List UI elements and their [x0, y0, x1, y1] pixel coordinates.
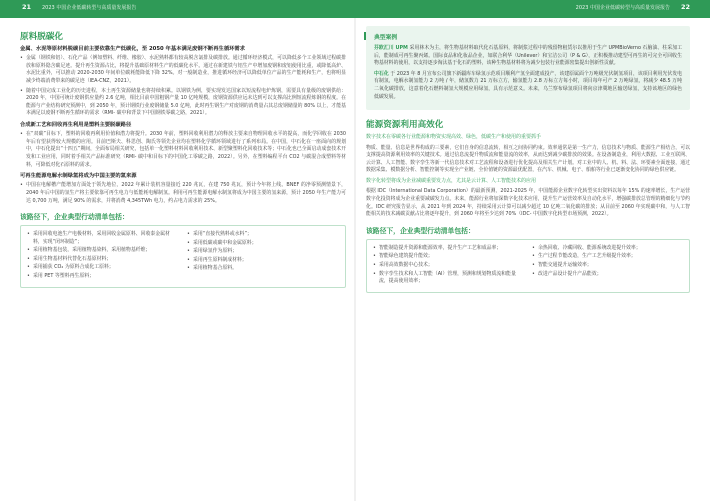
green-subheading-1: 数字技术在零碳各行业能源和物资实现高效、绿色，低碳生产和使用的重要抓手: [366, 134, 542, 141]
case-study-box: [366, 26, 690, 110]
action-list-right: [366, 225, 690, 293]
case-text-sinopec: 于 2023 年 8 月宣布公司旗下新疆库车绿氢示范项目顺利产氢全面建成投产，该建原属面个万吨级光伏制氢项目，该项目利用光伏发电有制氢，电解水制氢能力 2 万吨 / 年，储氢数力 21 万标立方，输氢能力 2.8 万标立方每小时，项目每年可产 2 万吨绿氢，将减少 48.5 万吨二氧化碳排放，这意着化石燃料制氢大规模应用绿氢，具有示范意义。未来，乌兰察布绿氢项目将向京津冀地区输送绿氢，支持该地区的绿色低碳发展。: [374, 70, 682, 100]
case-study-title: 典型案例: [374, 35, 398, 41]
bullet-item: • 在“双碳”目标下，塑料的回收再利用价值和潜力将提升。2030 年前，塑料回收利用潜力的释放主要来自物理回收水平的提高，而化学回收在 2030 年后有望获得较大规模的应用。目前巴斯夫、科思创、陶氏等领先企业均在塑料化学循环领域进行了系列布局。在中国，中石化在一座面向的规划中，中石化提出“十四五”期间，全面布局相关研究，包括单一化塑料材料回收利用技术、新型聚塑料化回收技术等；中石化也已全面启动成套技术开发和工业应用，同时着手相关产品标准研究（RMI- 碳中和目标下的中国化工零碳之路，2022）。另外，在塑料编程平台 CO2 与碳混合成塑料等材料，可降低对化石原料的需求。: [20, 131, 346, 169]
action-item: • 采用 PET 等塑料再生原料；: [27, 273, 179, 281]
action-col-2: [187, 231, 339, 282]
action-col-2: [532, 245, 683, 287]
page-spine: [354, 18, 356, 501]
action-item: • 采用高效数据中心技术；: [373, 262, 524, 270]
left-page: [20, 26, 346, 288]
green-subheading-2: 数字化转型将成为企业减碳重要发力点，尤其是云计算、人工智能技术的应用: [366, 177, 537, 184]
case-lead-sinopec: 中石化: [374, 70, 389, 77]
hydrogen-bullets: [20, 182, 346, 205]
action-item: • 智能绿色建筑提升能效；: [373, 253, 524, 261]
action-col-1: [373, 245, 524, 287]
action-list-title: 该路径下，企业典型行动清单包括：: [20, 213, 129, 222]
action-item: • 余热回收、冷藏回收、能源系统改进提升效率；: [532, 245, 683, 253]
page-number-left: 21: [22, 3, 32, 11]
top-bar: [0, 0, 710, 18]
action-list-title: 该路径下，企业典型行动清单包括：: [366, 226, 475, 235]
subheading-metals: 金属、水泥等原材料脱碳目前主要依靠生产低碳化，至 2050 年基本满足废钢不断再生循环需求: [20, 46, 246, 52]
bullet-item: • 随着中国完成工业化的历史进程，本土再生资源储量也将持续积累。以钢铁为例，要实现发达国家以短流程电炉炼钢，需要具有量级的废钢供给：2020 年，中国可统计废钢供应量约 2.6 亿吨，相比目前中国粗钢产量 10 亿吨规模，废钢资源供应远未达到可以支撑高比例短流程炼钢的程度。在能源与产业结构研究预测中，到 2050 年，预计钢铁行业废钢储量 5.0 亿吨，此时再生钢生产对废钢的消费量占其总废钢储量的 80% 以上，才能基本满足以废钢不断再生循环的需求（RMI- 碳中和背景下中国钢铁零碳之路，2021）。: [20, 88, 346, 118]
right-page: [366, 26, 690, 293]
page-number-right: 22: [680, 3, 690, 11]
action-item: • 采用回收电池生产电极材料，采用回收金属原料、回收泰金属材料，实现“闭环制造”；: [27, 231, 179, 246]
section-title-efficiency: 能源资源利用高效化: [366, 120, 444, 131]
action-item: • 采用绿氢作为原料；: [187, 248, 339, 256]
metals-bullets: [20, 55, 346, 118]
action-list-box: [366, 239, 690, 293]
action-item: • 智能制造提升资源和能源效率，提升生产工艺和成品率；: [373, 245, 524, 253]
action-item: • 数字孪生技术和人工智能（AI）管理，预测和规划物质流和能量流，提高使用效率；: [373, 271, 524, 286]
action-item: • 采用“直接代熟料或水料”；: [187, 231, 339, 239]
case-text-upm: 采用林木为主，将生物基材料取代化石基原料，将制浆过程中的残留物租赁尔以推用于生产 UPMBioVerno 石脑油、柱采加工后，能制成可再生聚丙烯。国际食品和化妆品企业，如联合利华（Unilever）和宝洁公司（P & G），正积极推动建型可再生的可完全可回收生物基材料的使用，以支持逐步淘汰基于化石的塑料，该种生物基材料将为减少包装行业能源密集提出创新性贡献。: [374, 45, 682, 67]
running-title-left: 2023 中国企业低碳转型与高质量发展报告: [42, 5, 137, 11]
case-lead-upm: 芬欧汇川 UPM: [374, 45, 408, 51]
action-item: • 生产过程节能改造，生产工艺升级提升效率；: [532, 253, 683, 261]
subheading-hydrogen: 可再生能源电解水制绿氢将成为中国主要的氢来源: [20, 173, 137, 180]
action-item: • 采用低碳或碳中和金属原料；: [187, 240, 339, 248]
bullet-item: • 中国在电解槽产能增加方面处于领先地位，2022 年累计装机容量接近 220 兆瓦，在建 750 兆瓦，预计今年将上线。BNEF 的净零预测情景下，2040 年后中国的氢生产将主要依靠可再生电力与低能耗电解制氢。利用可再生能源电解水制氢将成为中国主要的氢来源，预计 2050 年生产能力可达 0,700 万吨，满足 90% 的需求，并将消费 4,345TWh 电力，约占电力需求的 25%。: [20, 182, 346, 205]
action-item: • 采用再生原料制成材料；: [187, 257, 339, 265]
action-item: • 采用捕获 CO₂ 为原料合成化工原料；: [27, 264, 179, 272]
action-item: • 智能交通提升运输效率；: [532, 262, 683, 270]
case-accent-bar: [364, 32, 366, 40]
case-paragraph-sinopec: [374, 71, 682, 101]
action-list-box: [20, 225, 346, 288]
section-title-feedstock: 原料脱碳化: [20, 32, 63, 42]
paragraph-efficiency: 物质、能量、信息是世界构成的三要素，它们自身的信息流转，相互之间协同约束。效率通常是第一生产力，信息技术与物质、能源生产相结合，可以支撑提高资源利用效率的关键技术。通过信息流提升物质流和能量流的效率，从而达到减少碳排放的效果。在设备制造业，利用大数据、工业互联网、云计算、人工智能、数字孪生等新一代信息技术对工艺流程和设备进行优化提高及相关生产计划。对工业中的人、机、料、法、环要素全面连接，通过数据采集、模数据分析、智能控制等实现全产业链、全价值链的资源最优配置，在汽车、机械、电子、船舶等行业已逐渐变化协同的绿色供应链。: [366, 144, 690, 174]
action-list-left: [20, 211, 346, 288]
case-paragraph-upm: [374, 45, 682, 68]
bullet-item: • 金属（钢铁和铝）、石化产品（例如塑料、纤维、橡胶）、水泥熟料都有较高脱含氯排及碳排放。通过循环经济模式，可以降低多个工业领域过程碳排放和原料隐含碳足迹。提升再生资源占比，将提升基础原材料生产的低碳化水平。通过在新建铁与铝生产中增加废钢和废铝使用比重，或降低高炉、水泥比重外，可以推动 2020-2030 年间单位碳耗能降低下降 32%。对一般制造业，推进循环经济可以降低单位产品的生产能耗和生产，也将明显减少终端消费带来的碳足迹（IEA-CNZ，2021）。: [20, 55, 346, 85]
action-item: • 采用植物基包装，采用植物基染料，采用植物基纤维；: [27, 247, 179, 255]
action-item: • 改进产品设计提升产品能效；: [532, 271, 683, 279]
running-title-right: 2023 中国企业低碳转型与高质量发展报告: [575, 5, 670, 11]
action-item: • 采用生物基材料代替化石基原材料；: [27, 256, 179, 264]
subheading-plastics: 合成新工艺和回收再生利用是塑料主要脱碳路径: [20, 121, 132, 128]
paragraph-idc: 根据 IDC（International Data Corporation）的最新预测，2021-2025 年，中国能源企业数字化转型实出资料以每年 15% 的速率增长，生产运营数字化投资将成为企业重要减碳发力点。未来，能源行业将加深数字化技术应用，提升生产运营效率及自动化水平，增强碳排放总管理的精细化与节约化。IDC 研究报告显示，从 2021 年到 2024 年，持续采用云计算可以减少超过 10 亿吨二氧化碳的排放；从目前至 2060 年实现碳中和，与人工智能相关的技术减碳贡献占比将逐年提升，到 2060 年将至少达到 70%（IDC- 中国数字化转型市场预测，2022）。: [366, 188, 690, 218]
plastics-bullets: [20, 131, 346, 169]
action-item: • 采用植物基合原料。: [187, 265, 339, 273]
action-col-1: [27, 231, 179, 282]
